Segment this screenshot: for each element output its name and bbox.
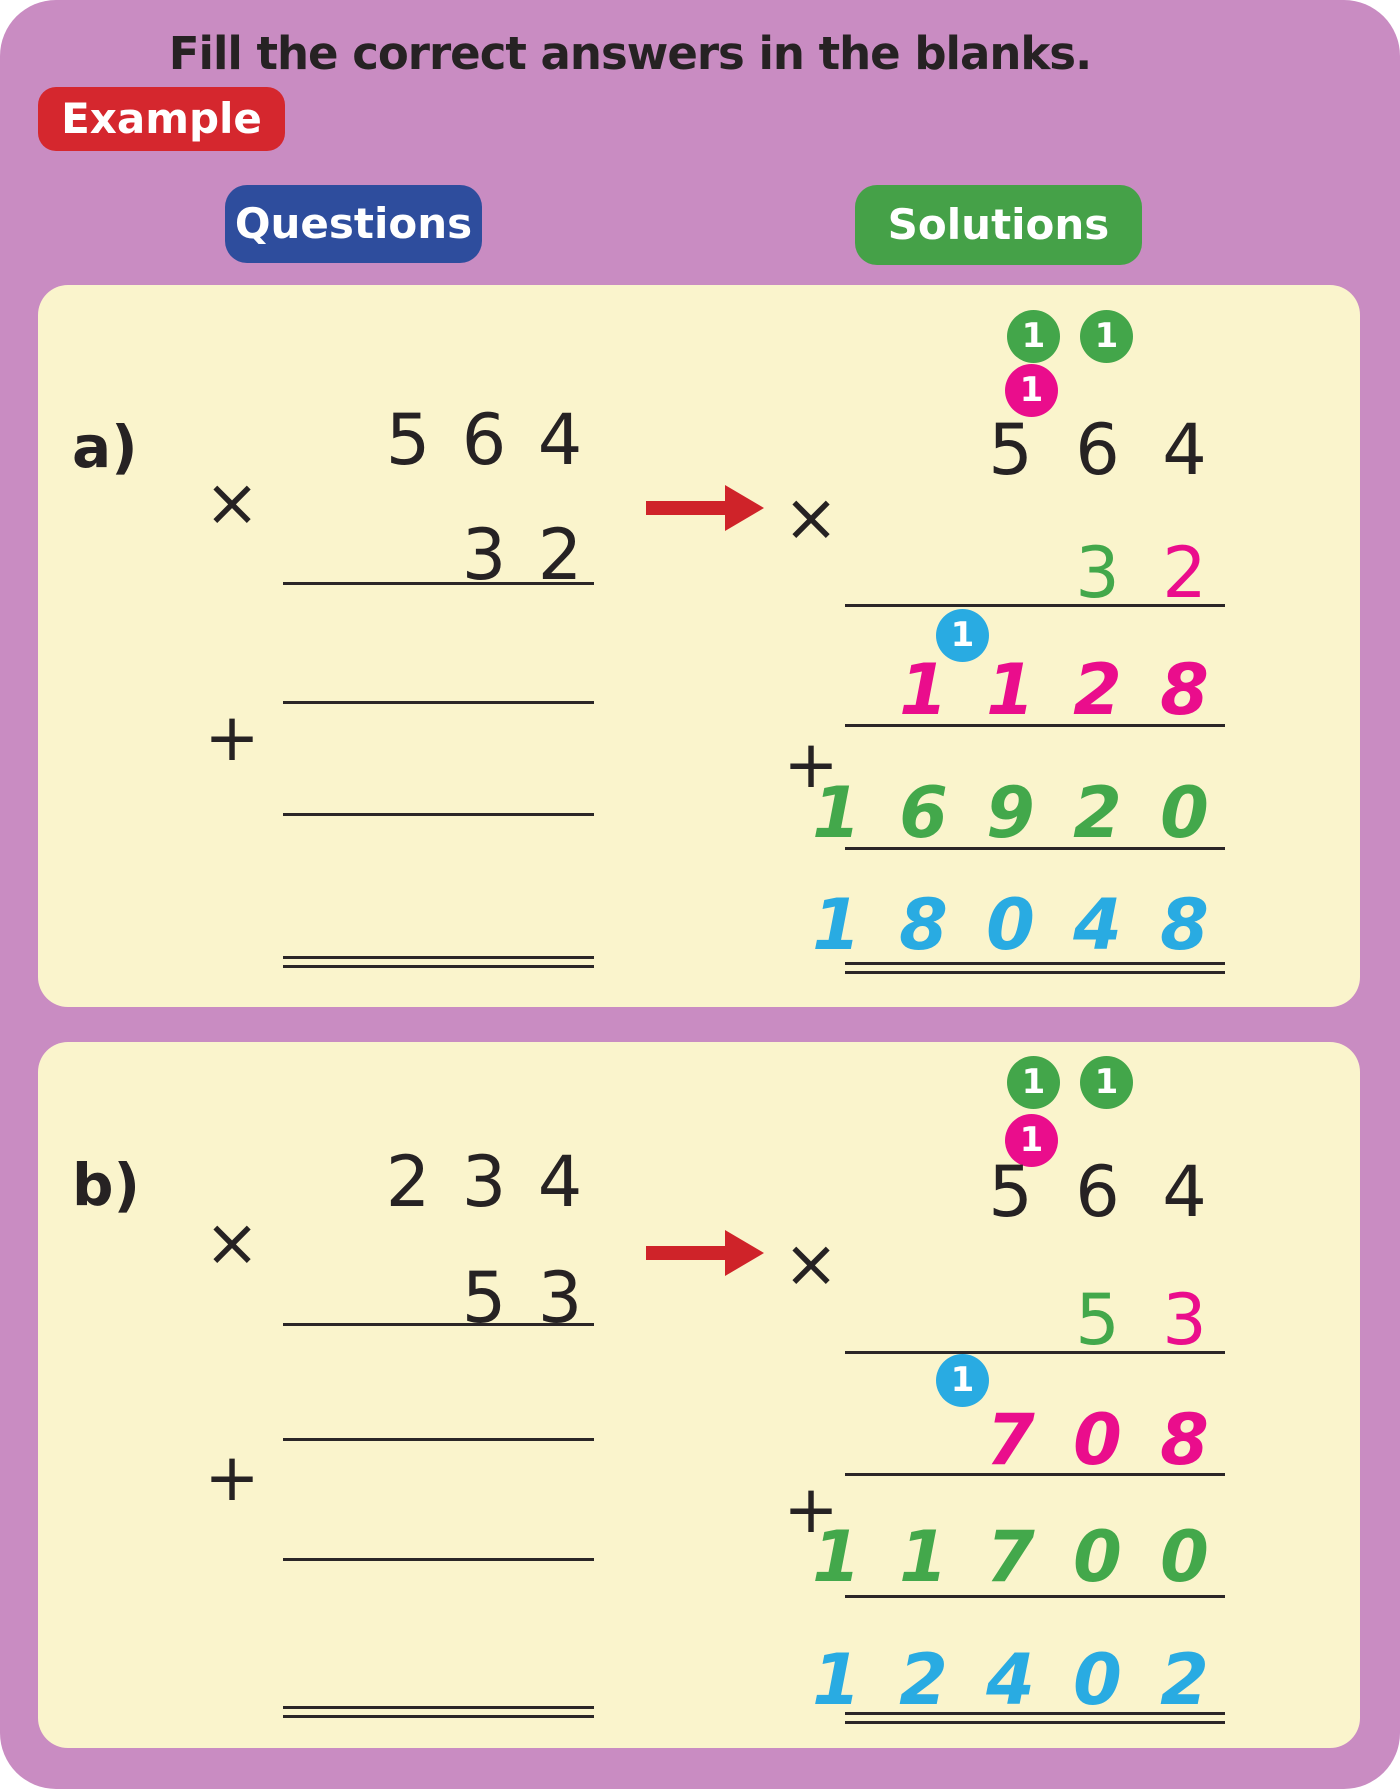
carry-circle-pink: 1 [1005, 364, 1058, 417]
digit: 3 [461, 1141, 507, 1223]
digit: 8 [899, 884, 948, 966]
arrow-shaft [646, 501, 726, 515]
solution-total [793, 885, 1228, 965]
digit: 2 [1073, 649, 1122, 731]
digit: 9 [986, 772, 1035, 854]
question-line-3 [283, 1558, 594, 1561]
question-plus-sign: + [204, 1439, 260, 1516]
digit: 6 [899, 772, 948, 854]
solution-partial-product-2 [793, 773, 1228, 853]
digit: 1 [812, 884, 861, 966]
solutions-column-header: Solutions [855, 185, 1142, 265]
digit: 8 [1160, 1399, 1209, 1481]
solution-line-1 [845, 604, 1225, 607]
digit: 0 [986, 884, 1035, 966]
question-line-3 [283, 813, 594, 816]
arrow-head [725, 1230, 764, 1276]
digit: 5 [1075, 1279, 1120, 1361]
question-bottom-factor [446, 1258, 598, 1338]
carry-circle-green: 1 [1007, 1056, 1060, 1109]
digit: 3 [1075, 532, 1120, 614]
solution-line-2 [845, 724, 1225, 727]
digit: 0 [1160, 1516, 1209, 1598]
carry-circle-pink: 1 [1005, 1114, 1058, 1167]
digit: 2 [1160, 1639, 1209, 1721]
solution-top-factor [967, 410, 1228, 490]
digit: 3 [1162, 1279, 1207, 1361]
digit: 8 [1160, 649, 1209, 731]
digit: 4 [537, 399, 583, 481]
digit: 1 [812, 772, 861, 854]
solution-partial-product-2 [793, 1517, 1228, 1597]
question-line-1 [283, 582, 594, 585]
digit: 4 [1162, 1151, 1207, 1233]
digit: 1 [899, 649, 948, 731]
solution-bottom-factor [1054, 1280, 1228, 1360]
digit: 0 [1073, 1639, 1122, 1721]
solution-line-3 [845, 847, 1225, 850]
digit: 1 [812, 1516, 861, 1598]
solution-plus-sign: + [783, 726, 839, 803]
example-badge: Example [38, 87, 285, 151]
solution-line-1 [845, 1351, 1225, 1354]
digit: 1 [899, 1516, 948, 1598]
digit: 5 [988, 1151, 1033, 1233]
question-total-double-line [283, 956, 594, 968]
question-top-factor [370, 1142, 598, 1222]
digit: 0 [1160, 772, 1209, 854]
question-times-sign: × [204, 464, 260, 541]
solution-times-sign: × [783, 479, 839, 556]
carry-circle-green: 1 [1007, 310, 1060, 363]
solution-partial-product-1 [967, 1400, 1228, 1480]
problem-label: a) [72, 413, 138, 481]
question-line-2 [283, 701, 594, 704]
page-title: Fill the correct answers in the blanks. [168, 27, 1092, 80]
solution-plus-sign: + [783, 1471, 839, 1548]
digit: 8 [1160, 884, 1209, 966]
digit: 5 [988, 409, 1033, 491]
carry-circle-blue: 1 [936, 1354, 989, 1407]
question-times-sign: × [204, 1204, 260, 1281]
digit: 5 [461, 1257, 507, 1339]
solution-total-double-line [845, 962, 1225, 974]
question-plus-sign: + [204, 699, 260, 776]
questions-column-header: Questions [225, 185, 482, 263]
carry-circle-blue: 1 [936, 609, 989, 662]
solution-line-2 [845, 1473, 1225, 1476]
arrow-head [725, 485, 764, 531]
carry-circle-green: 1 [1080, 1056, 1133, 1109]
solution-top-factor [967, 1152, 1228, 1232]
digit: 6 [1075, 409, 1120, 491]
question-line-2 [283, 1438, 594, 1441]
problem-label: b) [72, 1151, 141, 1219]
digit: 4 [1073, 884, 1122, 966]
solution-line-3 [845, 1595, 1225, 1598]
digit: 4 [537, 1141, 583, 1223]
digit: 7 [986, 1516, 1035, 1598]
digit: 1 [812, 1639, 861, 1721]
digit: 4 [1162, 409, 1207, 491]
question-top-factor [370, 400, 598, 480]
digit: 3 [461, 514, 507, 596]
arrow-shaft [646, 1246, 726, 1260]
solution-total [793, 1640, 1228, 1720]
digit: 5 [385, 399, 431, 481]
solution-bottom-factor [1054, 533, 1228, 613]
question-line-1 [283, 1323, 594, 1326]
solution-times-sign: × [783, 1225, 839, 1302]
digit: 2 [385, 1141, 431, 1223]
digit: 0 [1073, 1399, 1122, 1481]
digit: 2 [537, 514, 583, 596]
solution-total-double-line [845, 1712, 1225, 1724]
digit: 0 [1073, 1516, 1122, 1598]
digit: 6 [1075, 1151, 1120, 1233]
carry-circle-green: 1 [1080, 310, 1133, 363]
digit: 6 [461, 399, 507, 481]
digit: 2 [1073, 772, 1122, 854]
arrow-right-icon [646, 1230, 764, 1276]
digit: 1 [986, 649, 1035, 731]
digit: 7 [986, 1399, 1035, 1481]
arrow-right-icon [646, 485, 764, 531]
solution-partial-product-1 [880, 650, 1228, 730]
digit: 2 [899, 1639, 948, 1721]
question-total-double-line [283, 1706, 594, 1718]
digit: 4 [986, 1639, 1035, 1721]
digit: 3 [537, 1257, 583, 1339]
digit: 2 [1162, 532, 1207, 614]
